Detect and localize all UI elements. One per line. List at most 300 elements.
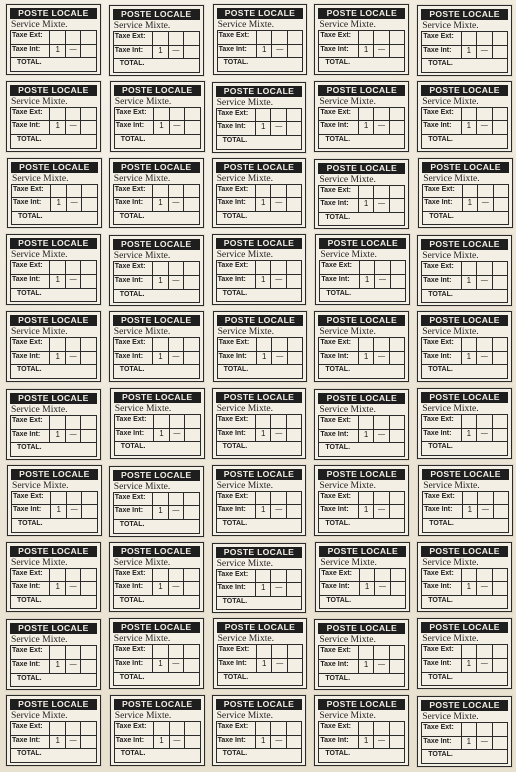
stamp-service-label: Service Mixte.	[421, 250, 508, 262]
stamp-service-label: Service Mixte.	[421, 711, 508, 723]
stamp-header: POSTE LOCALE	[10, 623, 97, 634]
taxe-int-value: 1	[153, 659, 168, 673]
taxe-int-cell	[288, 659, 303, 673]
taxe-ext-cell	[359, 31, 374, 45]
taxe-ext-label: Taxe Ext:	[114, 32, 153, 46]
stamp-tax-table	[217, 31, 304, 72]
taxe-int-label: Taxe Int:	[115, 736, 154, 750]
stamp-tax-table	[113, 645, 200, 686]
taxe-ext-label: Taxe Ext:	[114, 262, 153, 276]
taxe-ext-label: Taxe Ext:	[319, 492, 358, 506]
taxe-ext-cell	[50, 722, 65, 736]
taxe-ext-cell	[271, 415, 286, 429]
taxe-ext-cell	[272, 31, 287, 45]
taxe-ext-cell	[153, 185, 168, 199]
taxe-ext-label: Taxe Ext:	[422, 415, 461, 429]
taxe-int-dash: —	[271, 429, 286, 443]
taxe-ext-label: Taxe Ext:	[218, 31, 257, 45]
taxe-int-dash: —	[375, 582, 390, 596]
total-label: TOTAL.	[218, 365, 304, 379]
taxe-ext-cell	[81, 416, 96, 430]
total-label: TOTAL.	[115, 749, 201, 763]
stamp-tax-table	[114, 108, 201, 149]
taxe-ext-cell	[462, 415, 477, 429]
taxe-int-dash: —	[374, 45, 389, 59]
taxe-int-value: 1	[360, 275, 375, 289]
taxe-ext-cell	[462, 32, 477, 46]
stamp-service-label: Service Mixte.	[318, 96, 405, 108]
stamp-header: POSTE LOCALE	[10, 393, 97, 404]
taxe-ext-label: Taxe Ext:	[218, 338, 257, 352]
taxe-ext-cell	[390, 31, 405, 45]
total-label: TOTAL.	[217, 289, 303, 303]
taxe-ext-cell	[169, 338, 184, 352]
taxe-int-cell	[287, 583, 302, 597]
taxe-ext-cell	[359, 722, 374, 736]
taxe-ext-cell	[66, 338, 81, 352]
stamp	[417, 618, 512, 689]
taxe-int-cell	[81, 582, 96, 596]
taxe-ext-cell	[493, 415, 508, 429]
taxe-int-value: 1	[50, 352, 65, 366]
taxe-int-cell	[493, 429, 508, 443]
stamp	[315, 234, 410, 305]
taxe-int-value: 1	[154, 121, 169, 135]
stamp	[109, 466, 204, 537]
taxe-int-label: Taxe Int:	[114, 582, 153, 596]
stamp-tax-table	[10, 338, 97, 379]
stamp-header: POSTE LOCALE	[10, 238, 97, 249]
taxe-int-cell	[287, 275, 302, 289]
total-label: TOTAL.	[422, 59, 508, 73]
taxe-ext-label: Taxe Ext:	[217, 261, 256, 275]
taxe-ext-cell	[374, 722, 389, 736]
taxe-int-cell	[184, 352, 199, 366]
taxe-ext-cell	[477, 108, 492, 122]
total-label: TOTAL.	[11, 135, 97, 149]
taxe-int-dash: —	[169, 276, 184, 290]
total-label: TOTAL.	[114, 290, 200, 304]
taxe-int-value: 1	[50, 121, 65, 135]
taxe-ext-cell	[374, 186, 389, 200]
taxe-int-cell	[81, 45, 96, 59]
taxe-ext-label: Taxe Ext:	[11, 261, 50, 275]
stamp-service-label: Service Mixte.	[113, 20, 200, 32]
taxe-int-label: Taxe Int:	[217, 505, 256, 519]
stamp-service-label: Service Mixte.	[217, 19, 304, 31]
total-label: TOTAL.	[11, 289, 97, 303]
stamp-tax-table	[421, 108, 508, 149]
taxe-ext-cell	[288, 645, 303, 659]
taxe-int-dash: —	[272, 659, 287, 673]
taxe-ext-label: Taxe Ext:	[320, 569, 359, 583]
total-label: TOTAL.	[114, 596, 200, 610]
stamp-tax-table	[10, 569, 97, 610]
stamp-tax-table	[113, 493, 200, 534]
taxe-ext-cell	[477, 338, 492, 352]
stamp-header: POSTE LOCALE	[113, 315, 200, 326]
taxe-int-value: 1	[256, 198, 271, 212]
taxe-ext-cell	[169, 32, 184, 46]
stamp	[314, 159, 409, 230]
taxe-int-cell	[287, 429, 302, 443]
stamp	[6, 311, 101, 382]
taxe-int-cell	[390, 505, 405, 519]
stamp-tax-table	[421, 645, 508, 686]
taxe-ext-cell	[494, 185, 509, 199]
taxe-ext-cell	[477, 415, 492, 429]
taxe-ext-cell	[81, 261, 96, 275]
taxe-int-value: 1	[359, 352, 374, 366]
taxe-ext-cell	[67, 185, 82, 199]
stamp-tax-table	[318, 492, 405, 533]
total-label: TOTAL.	[11, 674, 97, 688]
stamp-service-label: Service Mixte.	[318, 19, 405, 31]
taxe-int-dash: —	[477, 121, 492, 135]
taxe-int-label: Taxe Int:	[12, 198, 51, 212]
stamp-tax-table	[11, 185, 98, 226]
taxe-ext-cell	[271, 185, 286, 199]
taxe-ext-cell	[67, 492, 82, 506]
stamp-tax-table	[318, 108, 405, 149]
taxe-ext-cell	[50, 261, 65, 275]
total-label: TOTAL.	[319, 213, 405, 227]
taxe-int-value: 1	[256, 505, 271, 519]
taxe-ext-cell	[287, 261, 302, 275]
taxe-int-label: Taxe Int:	[114, 276, 153, 290]
taxe-int-dash: —	[374, 430, 389, 444]
taxe-ext-cell	[462, 569, 477, 583]
taxe-ext-cell	[256, 415, 271, 429]
total-label: TOTAL.	[11, 749, 97, 763]
taxe-int-cell	[185, 429, 200, 443]
taxe-int-dash: —	[375, 275, 390, 289]
taxe-ext-label: Taxe Ext:	[115, 722, 154, 736]
taxe-ext-cell	[374, 31, 389, 45]
taxe-int-label: Taxe Int:	[422, 46, 461, 60]
taxe-int-value: 1	[257, 659, 272, 673]
taxe-int-cell	[184, 46, 199, 60]
stamp-service-label: Service Mixte.	[216, 173, 303, 185]
taxe-ext-label: Taxe Ext:	[11, 646, 50, 660]
taxe-int-label: Taxe Int:	[114, 46, 153, 60]
taxe-ext-cell	[462, 338, 477, 352]
taxe-int-value: 1	[359, 505, 374, 519]
taxe-int-dash: —	[67, 198, 82, 212]
stamp-header: POSTE LOCALE	[216, 86, 303, 97]
taxe-ext-cell	[287, 109, 302, 123]
total-label: TOTAL.	[12, 212, 98, 226]
stamp-service-label: Service Mixte.	[421, 20, 508, 32]
taxe-int-dash: —	[170, 429, 185, 443]
taxe-int-label: Taxe Int:	[422, 737, 461, 751]
stamp	[110, 388, 205, 459]
taxe-ext-cell	[390, 186, 405, 200]
total-label: TOTAL.	[11, 596, 97, 610]
stamp-header: POSTE LOCALE	[113, 9, 200, 20]
taxe-int-value: 1	[153, 46, 168, 60]
stamp-tax-table	[113, 338, 200, 379]
total-label: TOTAL.	[114, 59, 200, 73]
taxe-int-cell	[390, 45, 405, 59]
taxe-int-dash: —	[272, 352, 287, 366]
taxe-int-value: 1	[154, 736, 169, 750]
taxe-ext-cell	[169, 262, 184, 276]
taxe-int-label: Taxe Int:	[11, 45, 50, 59]
stamp	[417, 5, 512, 76]
stamp-service-label: Service Mixte.	[113, 481, 200, 493]
total-label: TOTAL.	[217, 136, 303, 150]
total-label: TOTAL.	[319, 749, 405, 763]
total-label: TOTAL.	[11, 443, 97, 457]
taxe-int-label: Taxe Int:	[114, 506, 153, 520]
stamp-service-label: Service Mixte.	[422, 173, 509, 185]
taxe-int-dash: —	[169, 352, 184, 366]
stamp-header: POSTE LOCALE	[11, 469, 98, 480]
stamp-header: POSTE LOCALE	[113, 239, 200, 250]
taxe-ext-cell	[256, 261, 271, 275]
taxe-int-cell	[184, 198, 199, 212]
stamp-header: POSTE LOCALE	[421, 85, 508, 96]
stamp	[314, 389, 409, 460]
taxe-int-value: 1	[462, 352, 477, 366]
taxe-int-value: 1	[359, 121, 374, 135]
taxe-int-value: 1	[257, 352, 272, 366]
taxe-int-label: Taxe Int:	[422, 659, 461, 673]
taxe-int-cell	[390, 430, 405, 444]
stamp-tax-table	[10, 646, 97, 687]
stamp-header: POSTE LOCALE	[217, 622, 304, 633]
taxe-int-dash: —	[66, 582, 81, 596]
taxe-ext-cell	[375, 261, 390, 275]
taxe-int-cell	[390, 121, 405, 135]
taxe-ext-cell	[81, 108, 96, 122]
taxe-ext-cell	[390, 722, 405, 736]
taxe-int-dash: —	[66, 45, 81, 59]
taxe-int-cell	[493, 121, 508, 135]
total-label: TOTAL.	[319, 58, 405, 72]
stamp-header: POSTE LOCALE	[10, 546, 97, 557]
taxe-ext-cell	[359, 416, 374, 430]
stamp-service-label: Service Mixte.	[318, 634, 405, 646]
taxe-int-dash: —	[271, 583, 286, 597]
total-label: TOTAL.	[422, 673, 508, 687]
taxe-ext-cell	[477, 569, 492, 583]
stamp-service-label: Service Mixte.	[10, 96, 97, 108]
taxe-int-dash: —	[477, 429, 492, 443]
taxe-ext-label: Taxe Ext:	[422, 108, 461, 122]
taxe-int-dash: —	[374, 736, 389, 750]
stamp-service-label: Service Mixte.	[216, 710, 303, 722]
taxe-ext-label: Taxe Ext:	[423, 492, 462, 506]
taxe-int-cell	[82, 198, 97, 212]
stamp-header: POSTE LOCALE	[113, 622, 200, 633]
taxe-int-dash: —	[271, 736, 286, 750]
stamp	[212, 695, 307, 766]
stamp-header: POSTE LOCALE	[114, 392, 201, 403]
stamp-header: POSTE LOCALE	[421, 392, 508, 403]
taxe-ext-cell	[287, 570, 302, 584]
taxe-int-cell	[390, 199, 405, 213]
taxe-int-cell	[288, 352, 303, 366]
stamp-service-label: Service Mixte.	[318, 480, 405, 492]
taxe-int-value: 1	[463, 198, 478, 212]
stamp-header: POSTE LOCALE	[318, 393, 405, 404]
taxe-int-label: Taxe Int:	[11, 582, 50, 596]
stamp-service-label: Service Mixte.	[113, 557, 200, 569]
taxe-int-label: Taxe Int:	[319, 121, 358, 135]
taxe-int-value: 1	[154, 429, 169, 443]
taxe-ext-cell	[257, 31, 272, 45]
stamp-header: POSTE LOCALE	[318, 163, 405, 174]
stamp	[7, 158, 102, 229]
taxe-int-value: 1	[462, 582, 477, 596]
stamp	[417, 81, 512, 152]
taxe-ext-cell	[477, 32, 492, 46]
taxe-ext-label: Taxe Ext:	[319, 722, 358, 736]
stamp	[315, 542, 410, 613]
taxe-ext-label: Taxe Ext:	[217, 492, 256, 506]
taxe-ext-label: Taxe Ext:	[11, 31, 50, 45]
taxe-ext-cell	[184, 569, 199, 583]
taxe-ext-cell	[153, 32, 168, 46]
taxe-int-dash: —	[169, 659, 184, 673]
stamp-tax-table	[11, 492, 98, 533]
taxe-int-dash: —	[170, 736, 185, 750]
taxe-ext-label: Taxe Ext:	[319, 338, 358, 352]
taxe-int-dash: —	[374, 660, 389, 674]
taxe-int-dash: —	[374, 121, 389, 135]
taxe-int-label: Taxe Int:	[217, 275, 256, 289]
stamp-header: POSTE LOCALE	[421, 546, 508, 557]
taxe-int-label: Taxe Int:	[114, 198, 153, 212]
taxe-int-cell	[287, 198, 302, 212]
taxe-int-value: 1	[359, 660, 374, 674]
taxe-int-cell	[81, 275, 96, 289]
taxe-ext-label: Taxe Ext:	[319, 186, 358, 200]
taxe-ext-label: Taxe Ext:	[114, 338, 153, 352]
taxe-ext-label: Taxe Ext:	[114, 493, 153, 507]
total-label: TOTAL.	[114, 673, 200, 687]
taxe-ext-cell	[390, 492, 405, 506]
taxe-ext-cell	[184, 32, 199, 46]
taxe-ext-label: Taxe Ext:	[319, 108, 358, 122]
total-label: TOTAL.	[114, 365, 200, 379]
taxe-ext-cell	[81, 722, 96, 736]
stamp	[212, 234, 307, 305]
taxe-int-label: Taxe Int:	[11, 121, 50, 135]
total-label: TOTAL.	[423, 519, 509, 533]
stamp	[6, 389, 101, 460]
taxe-ext-cell	[81, 338, 96, 352]
stamp	[417, 542, 512, 613]
stamp-tax-table	[114, 722, 201, 763]
taxe-int-cell	[184, 582, 199, 596]
total-label: TOTAL.	[217, 597, 303, 611]
taxe-ext-label: Taxe Ext:	[114, 185, 153, 199]
taxe-int-value: 1	[153, 582, 168, 596]
stamp-service-label: Service Mixte.	[10, 404, 97, 416]
taxe-int-value: 1	[462, 276, 477, 290]
taxe-ext-cell	[154, 722, 169, 736]
taxe-ext-cell	[50, 338, 65, 352]
stamp-tax-table	[318, 646, 405, 687]
taxe-int-label: Taxe Int:	[423, 505, 462, 519]
taxe-int-cell	[288, 45, 303, 59]
taxe-int-cell	[493, 276, 508, 290]
stamp	[213, 4, 308, 75]
stamp	[213, 311, 308, 382]
taxe-ext-label: Taxe Ext:	[115, 108, 154, 122]
taxe-int-value: 1	[462, 46, 477, 60]
taxe-int-label: Taxe Int:	[114, 659, 153, 673]
taxe-ext-cell	[462, 108, 477, 122]
stamp-tax-table	[10, 261, 97, 302]
total-label: TOTAL.	[319, 674, 405, 688]
taxe-int-value: 1	[256, 122, 271, 136]
stamp-header: POSTE LOCALE	[10, 699, 97, 710]
taxe-ext-cell	[287, 492, 302, 506]
taxe-int-label: Taxe Int:	[218, 352, 257, 366]
taxe-int-value: 1	[462, 737, 477, 751]
stamp-service-label: Service Mixte.	[216, 558, 303, 570]
taxe-ext-cell	[390, 338, 405, 352]
taxe-int-cell	[390, 736, 405, 750]
taxe-int-cell	[81, 121, 96, 135]
total-label: TOTAL.	[320, 289, 406, 303]
taxe-ext-cell	[478, 492, 493, 506]
taxe-int-label: Taxe Int:	[319, 199, 358, 213]
taxe-ext-cell	[272, 645, 287, 659]
taxe-int-value: 1	[50, 430, 65, 444]
taxe-int-value: 1	[256, 275, 271, 289]
taxe-int-dash: —	[477, 276, 492, 290]
stamp	[6, 695, 101, 766]
stamp-tax-table	[421, 32, 508, 73]
taxe-int-dash: —	[169, 46, 184, 60]
taxe-ext-cell	[271, 570, 286, 584]
stamp	[7, 465, 102, 536]
taxe-ext-cell	[463, 185, 478, 199]
total-label: TOTAL.	[11, 365, 97, 379]
taxe-int-label: Taxe Int:	[11, 430, 50, 444]
stamp	[314, 81, 409, 152]
stamp-header: POSTE LOCALE	[319, 238, 406, 249]
stamp-service-label: Service Mixte.	[318, 326, 405, 338]
taxe-ext-cell	[82, 492, 97, 506]
taxe-ext-label: Taxe Ext:	[114, 569, 153, 583]
stamp-service-label: Service Mixte.	[10, 326, 97, 338]
taxe-int-value: 1	[463, 505, 478, 519]
stamp-header: POSTE LOCALE	[318, 315, 405, 326]
stamp	[314, 465, 409, 536]
taxe-int-dash: —	[271, 122, 286, 136]
taxe-int-value: 1	[153, 506, 168, 520]
taxe-int-value: 1	[51, 198, 66, 212]
stamp	[417, 311, 512, 382]
taxe-ext-label: Taxe Ext:	[11, 338, 50, 352]
total-label: TOTAL.	[422, 442, 508, 456]
taxe-ext-cell	[170, 415, 185, 429]
stamp-service-label: Service Mixte.	[318, 404, 405, 416]
stamp	[109, 542, 204, 613]
taxe-ext-cell	[185, 415, 200, 429]
taxe-ext-cell	[287, 185, 302, 199]
stamp-header: POSTE LOCALE	[319, 546, 406, 557]
taxe-int-dash: —	[477, 582, 492, 596]
stamp-service-label: Service Mixte.	[422, 480, 509, 492]
stamp-service-label: Service Mixte.	[319, 557, 406, 569]
